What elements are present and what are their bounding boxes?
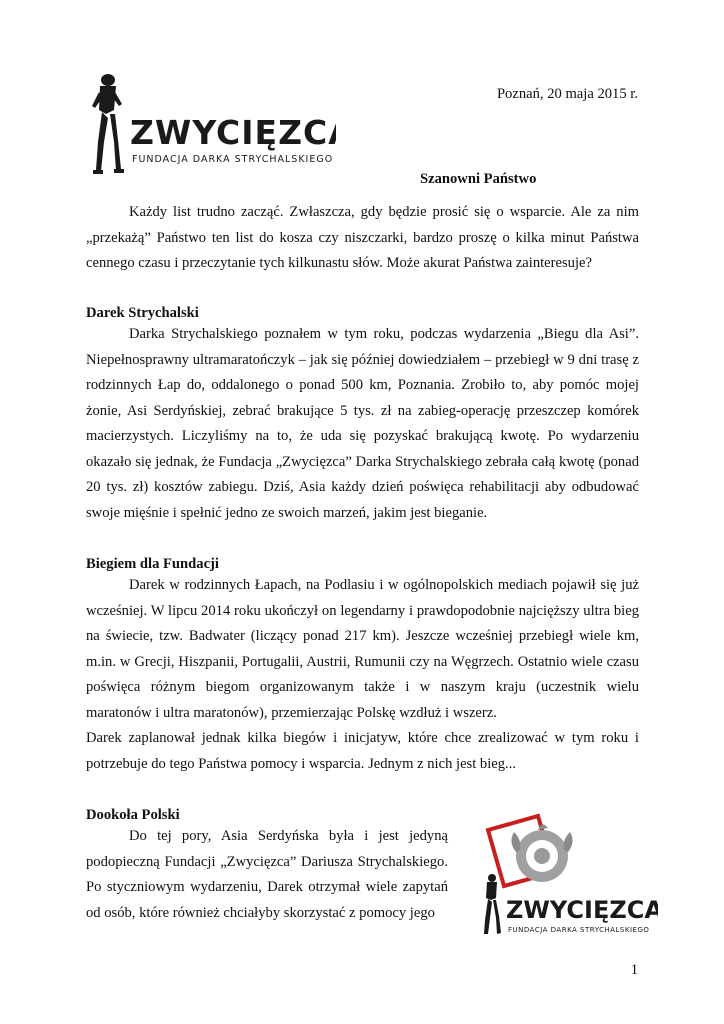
emblem-logo-subtitle: FUNDACJA DARKA STRYCHALSKIEGO bbox=[508, 926, 650, 934]
intro-text: Każdy list trudno zacząć. Zwłaszcza, gdy będzie prosić się o wsparcie. Ale za nim „przekażą” Państwo ten list do kosza czy niszczarki, bardzo proszę o kilka minut Państwa cennego czasu i przeczytanie tych kilkunastu słów. Może akurat Państwa zainteresuje? bbox=[86, 204, 639, 271]
section-darek-paragraph bbox=[86, 322, 639, 526]
intro-paragraph bbox=[86, 200, 639, 277]
greeting: Szanowni Państwo bbox=[420, 171, 537, 187]
section-heading-biegiem: Biegiem dla Fundacji bbox=[86, 556, 219, 572]
section-biegiem-text2: Darek zaplanował jednak kilka biegów i inicjatyw, które chce zrealizować w tym roku i potrzebuje do tego Państwa pomocy i wsparcia. Jednym z nich jest bieg... bbox=[86, 730, 639, 772]
section-biegiem-paragraph bbox=[86, 573, 639, 777]
section-dookola-paragraph bbox=[86, 824, 448, 926]
logo-title: ZWYCIĘZCA bbox=[130, 113, 336, 152]
emblem-logo-title: ZWYCIĘZCA bbox=[506, 896, 658, 924]
foundation-logo bbox=[86, 70, 336, 188]
foundation-emblem-logo bbox=[478, 812, 658, 940]
section-dookola-text: Do tej pory, Asia Serdyńska była i jest jedyną podopieczną Fundacji „Zwycięzca” Dariusza Strychalskiego. Po styczniowym wydarzeniu, Darek otrzymał wiele zapytań od osób, które również chciałyby skorzystać z pomocy jego bbox=[86, 828, 448, 921]
letter-date: Poznań, 20 maja 2015 r. bbox=[496, 86, 638, 102]
section-heading-darek: Darek Strychalski bbox=[86, 305, 199, 321]
page-number: 1 bbox=[630, 962, 638, 978]
section-heading-dookola: Dookoła Polski bbox=[86, 807, 180, 823]
section-darek-text: Darka Strychalskiego poznałem w tym roku, podczas wydarzenia „Biegu dla Asi”. Niepełnosprawny ultramaratończyk – jak się później dowiedziałem – przebiegł w 9 dni trasę z rodzinnych Łap do, oddalonego o ponad 500 km, Poznania. Zrobiło to, aby pomóc mojej żonie, Asi Serdyńskiej, zebrać brakujące 5 tys. zł na zabieg-operację przeszczep komórek macierzystych. Liczyliśmy na to, że uda się pozyskać brakującą kwotę. Po wydarzeniu okazało się jednak, że Fundacja „Zwycięzca” Darka Strychalskiego zebrała całą kwotę (ponad 20 tys. zł) kosztów zabiegu. Dziś, Asia każdy dzień poświęca rehabilitacji aby odbudować swoje mięśnie i spełnić jedno ze swoich marzeń, jakim jest bieganie. bbox=[86, 326, 639, 521]
logo-subtitle: FUNDACJA DARKA STRYCHALSKIEGO bbox=[132, 154, 334, 165]
section-biegiem-text: Darek w rodzinnych Łapach, na Podlasiu i w ogólnopolskich mediach pojawił się już wcześniej. W lipcu 2014 roku ukończył on legendarny i prawdopodobnie najcięższy ultra bieg na świecie, tzw. Badwater (liczący ponad 217 km). Jeszcze wcześniej przebiegł wiele km, m.in. w Grecji, Hiszpanii, Portugalii, Austrii, Rumunii czy na Węgrzech. Ostatnio wiele czasu poświęca różnym biegom organizowanym także i w naszym kraju (uczestnik wielu maratonów i ultra maratonów), przemierzając Polskę wzdłuż i wszerz. bbox=[86, 577, 639, 721]
